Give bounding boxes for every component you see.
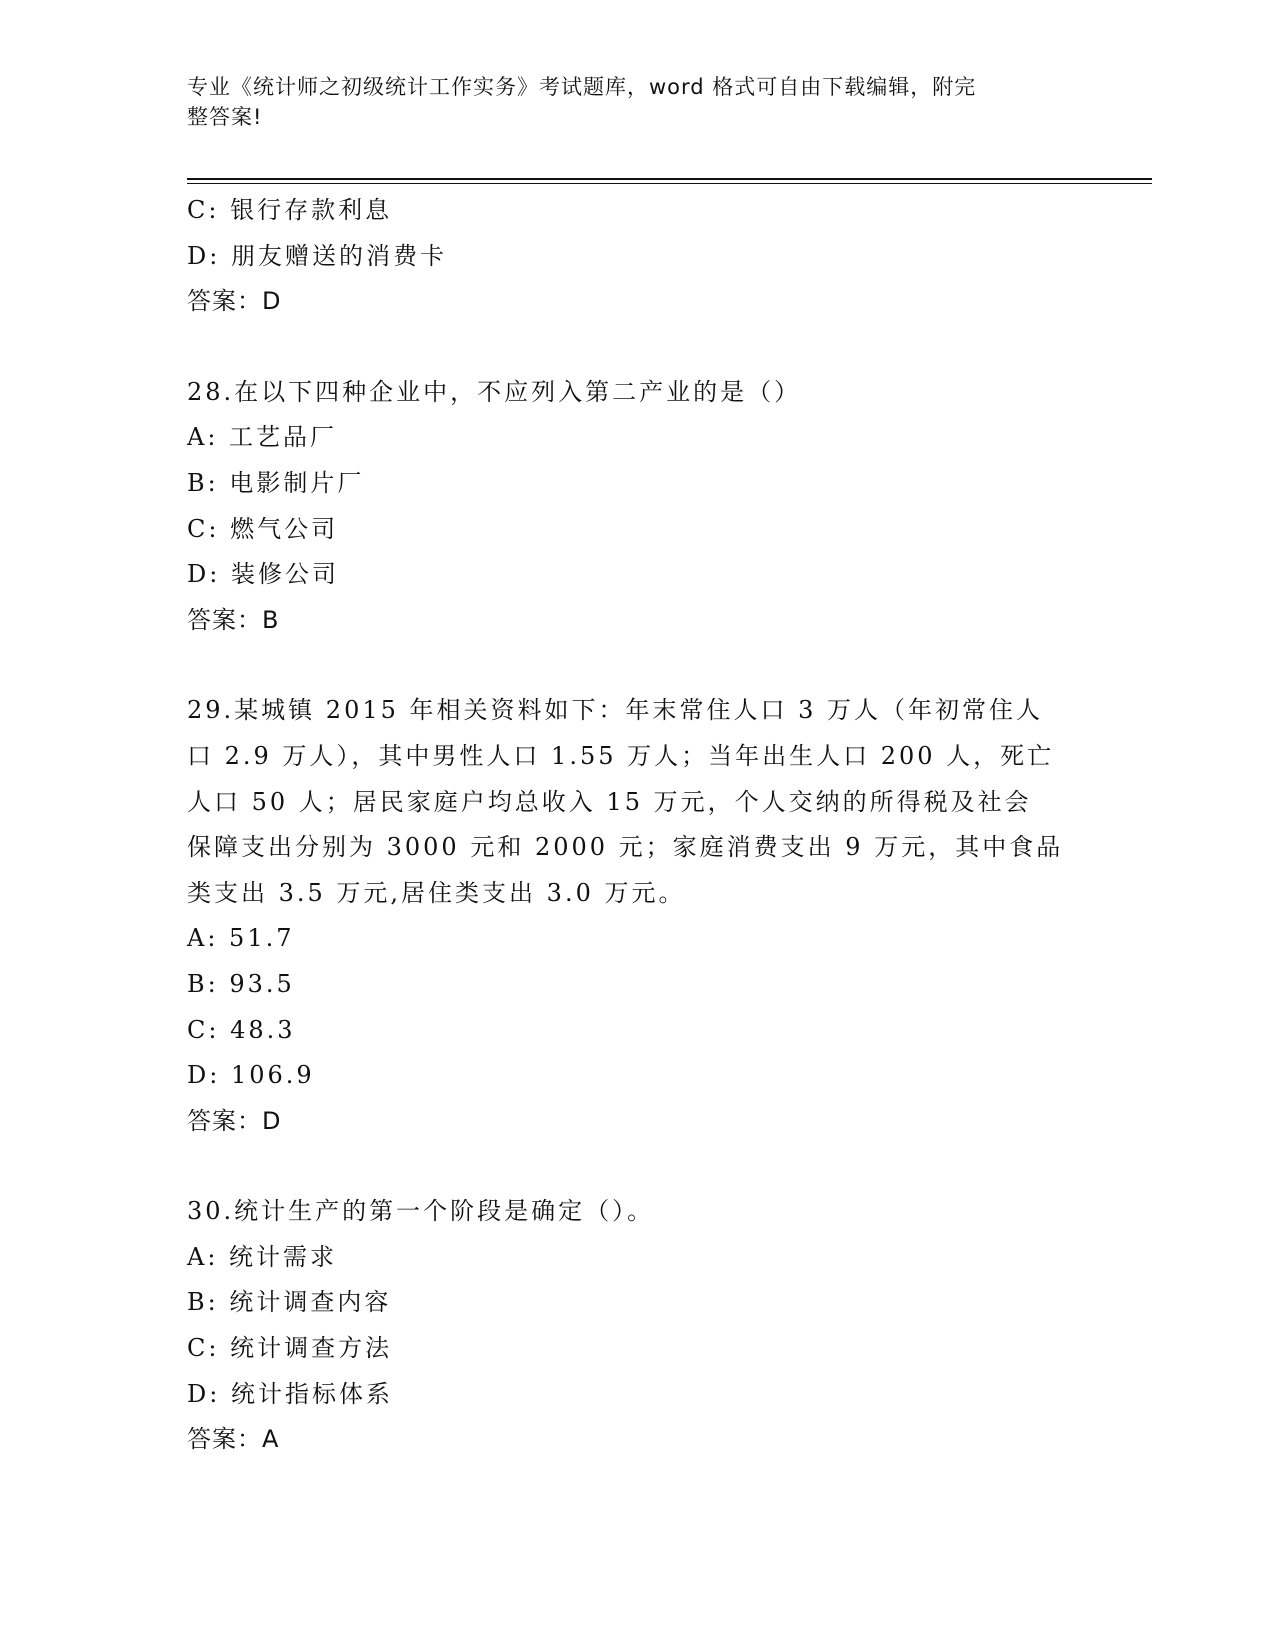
option-d: D: 装修公司 (187, 560, 339, 589)
option-a: A: 51.7 (187, 924, 295, 953)
question-29 (187, 688, 1077, 1144)
option-c: C: 统计调查方法 (187, 1334, 393, 1363)
question-stem (187, 370, 1077, 416)
answer: 答案：D (187, 287, 282, 316)
option-c: C: 48.3 (187, 1015, 296, 1044)
stem-line: 口 2.9 万人），其中男性人口 1.55 万人；当年出生人口 200 人，死亡 (187, 741, 1055, 770)
option-d: D: 朋友赠送的消费卡 (187, 241, 447, 270)
question-28 (187, 370, 1077, 644)
header-line-2: 整答案! (187, 105, 263, 129)
header-divider (187, 178, 1152, 180)
header-divider-thin (187, 183, 1152, 184)
header-line-1: 专业《统计师之初级统计工作实务》考试题库，word 格式可自由下载编辑，附完 (187, 75, 977, 99)
question-27-tail (187, 188, 1077, 325)
option-b: B: 电影制片厂 (187, 468, 365, 497)
question-30 (187, 1189, 1077, 1463)
option-a: A: 统计需求 (187, 1242, 338, 1271)
stem-line: 类支出 3.5 万元,居住类支出 3.0 万元。 (187, 878, 686, 907)
option-c: C: 燃气公司 (187, 514, 339, 543)
question-list (187, 188, 1077, 1508)
option-d: D: 统计指标体系 (187, 1379, 393, 1408)
stem-line: 30.统计生产的第一个阶段是确定（）。 (187, 1197, 655, 1226)
answer: 答案：B (187, 605, 280, 634)
question-stem (187, 1189, 1077, 1235)
stem-line: 28.在以下四种企业中，不应列入第二产业的是（） (187, 377, 802, 406)
question-stem (187, 688, 1077, 916)
document-header (187, 72, 1067, 132)
option-b: B: 统计调查内容 (187, 1288, 392, 1317)
stem-line: 保障支出分别为 3000 元和 2000 元；家庭消费支出 9 万元，其中食品 (187, 833, 1064, 862)
stem-line: 29.某城镇 2015 年相关资料如下：年末常住人口 3 万人（年初常住人 (187, 696, 1044, 725)
stem-line: 人口 50 人；居民家庭户均总收入 15 万元，个人交纳的所得税及社会 (187, 787, 1032, 816)
option-a: A: 工艺品厂 (187, 423, 338, 452)
option-d: D: 106.9 (187, 1061, 315, 1090)
answer: 答案：A (187, 1425, 280, 1454)
answer: 答案：D (187, 1106, 282, 1135)
option-b: B: 93.5 (187, 969, 295, 998)
option-c: C: 银行存款利息 (187, 196, 393, 224)
